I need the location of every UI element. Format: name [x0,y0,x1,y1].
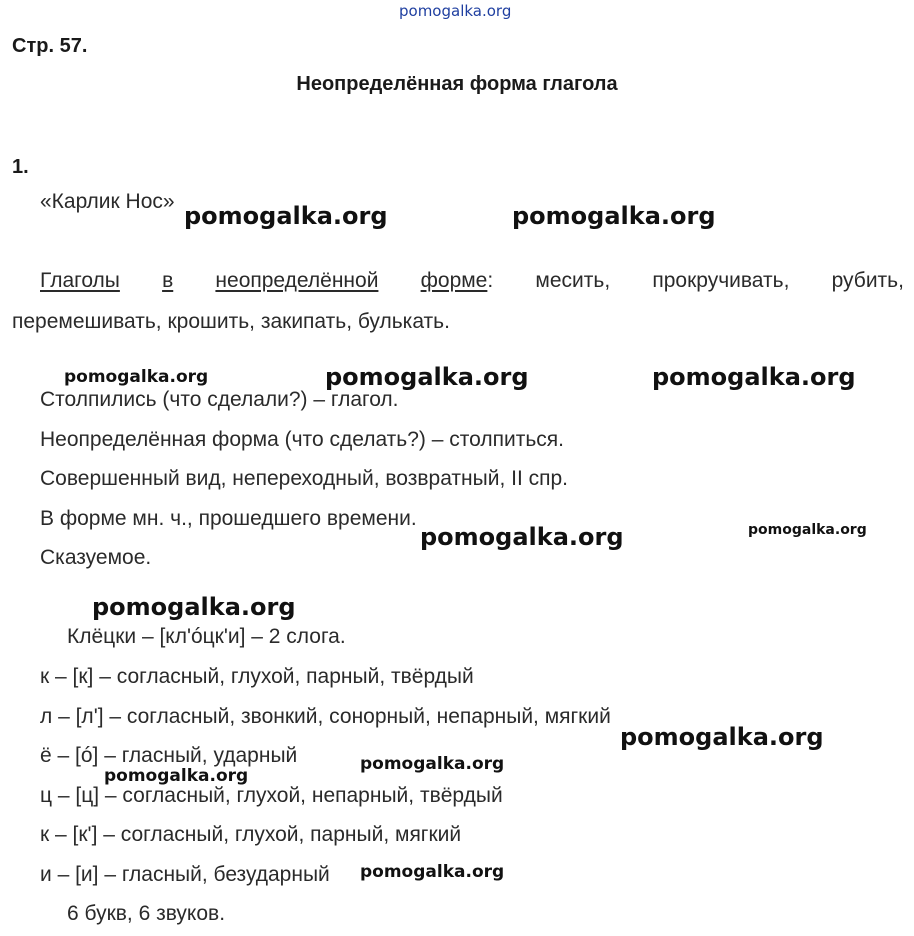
watermark: pomogalka.org [652,363,856,391]
watermark: pomogalka.org [420,523,624,551]
watermark: pomogalka.org [512,202,716,230]
sound-line: и – [и] – гласный, безударный [40,863,330,886]
page-title: Неопределённая форма глагола [296,73,618,95]
watermark: pomogalka.org [360,862,505,882]
sound-line: к – [к'] – согласный, глухой, парный, мягкий [40,823,462,846]
phonetic-summary: 6 букв, 6 звуков. [67,902,226,925]
phonetic-word: Клёцки – [кл'óцк'и] – 2 слога. [67,625,346,648]
verbs-label-word: в [162,269,174,292]
page-reference: Стр. 57. [12,35,88,57]
verbs-label-word: неопределённой [215,269,379,292]
watermark: pomogalka.org [360,754,505,774]
verb-item: месить, [535,269,611,292]
watermark: pomogalka.org [325,363,529,391]
sound-line: ё – [ó] – гласный, ударный [40,744,298,767]
verbs-label-end [421,268,494,294]
verbs-label-word: форме [420,269,488,292]
analysis-line: Совершенный вид, непереходный, возвратный, II спр. [40,467,569,490]
watermark: pomogalka.org [104,766,249,786]
watermark: pomogalka.org [620,723,824,751]
analysis-line: Столпились (что сделали?) – глагол. [40,388,399,411]
task-number: 1. [12,156,29,178]
verbs-line-2: перемешивать, крошить, закипать, булькать. [12,310,450,333]
verbs-line-1 [12,268,904,294]
analysis-line: Неопределённая форма (что сделать?) – столпиться. [40,428,564,451]
colon: : [487,269,494,292]
watermark: pomogalka.org [64,367,209,387]
watermark: pomogalka.org [184,202,388,230]
sound-line: л – [л'] – согласный, звонкий, сонорный, непарный, мягкий [40,705,611,728]
verbs-label-word: Глаголы [40,269,120,292]
watermark: pomogalka.org [748,522,867,538]
sound-line: ц – [ц] – согласный, глухой, непарный, твёрдый [40,784,503,807]
story-title: «Карлик Нос» [40,190,175,213]
sound-line: к – [к] – согласный, глухой, парный, твёрдый [40,665,474,688]
verb-item: прокручивать, [652,269,790,292]
verb-item: рубить, [831,269,904,292]
analysis-line: В форме мн. ч., прошедшего времени. [40,507,417,530]
watermark: pomogalka.org [92,593,296,621]
watermark-top: pomogalka.org [399,2,512,20]
analysis-line: Сказуемое. [40,546,152,569]
